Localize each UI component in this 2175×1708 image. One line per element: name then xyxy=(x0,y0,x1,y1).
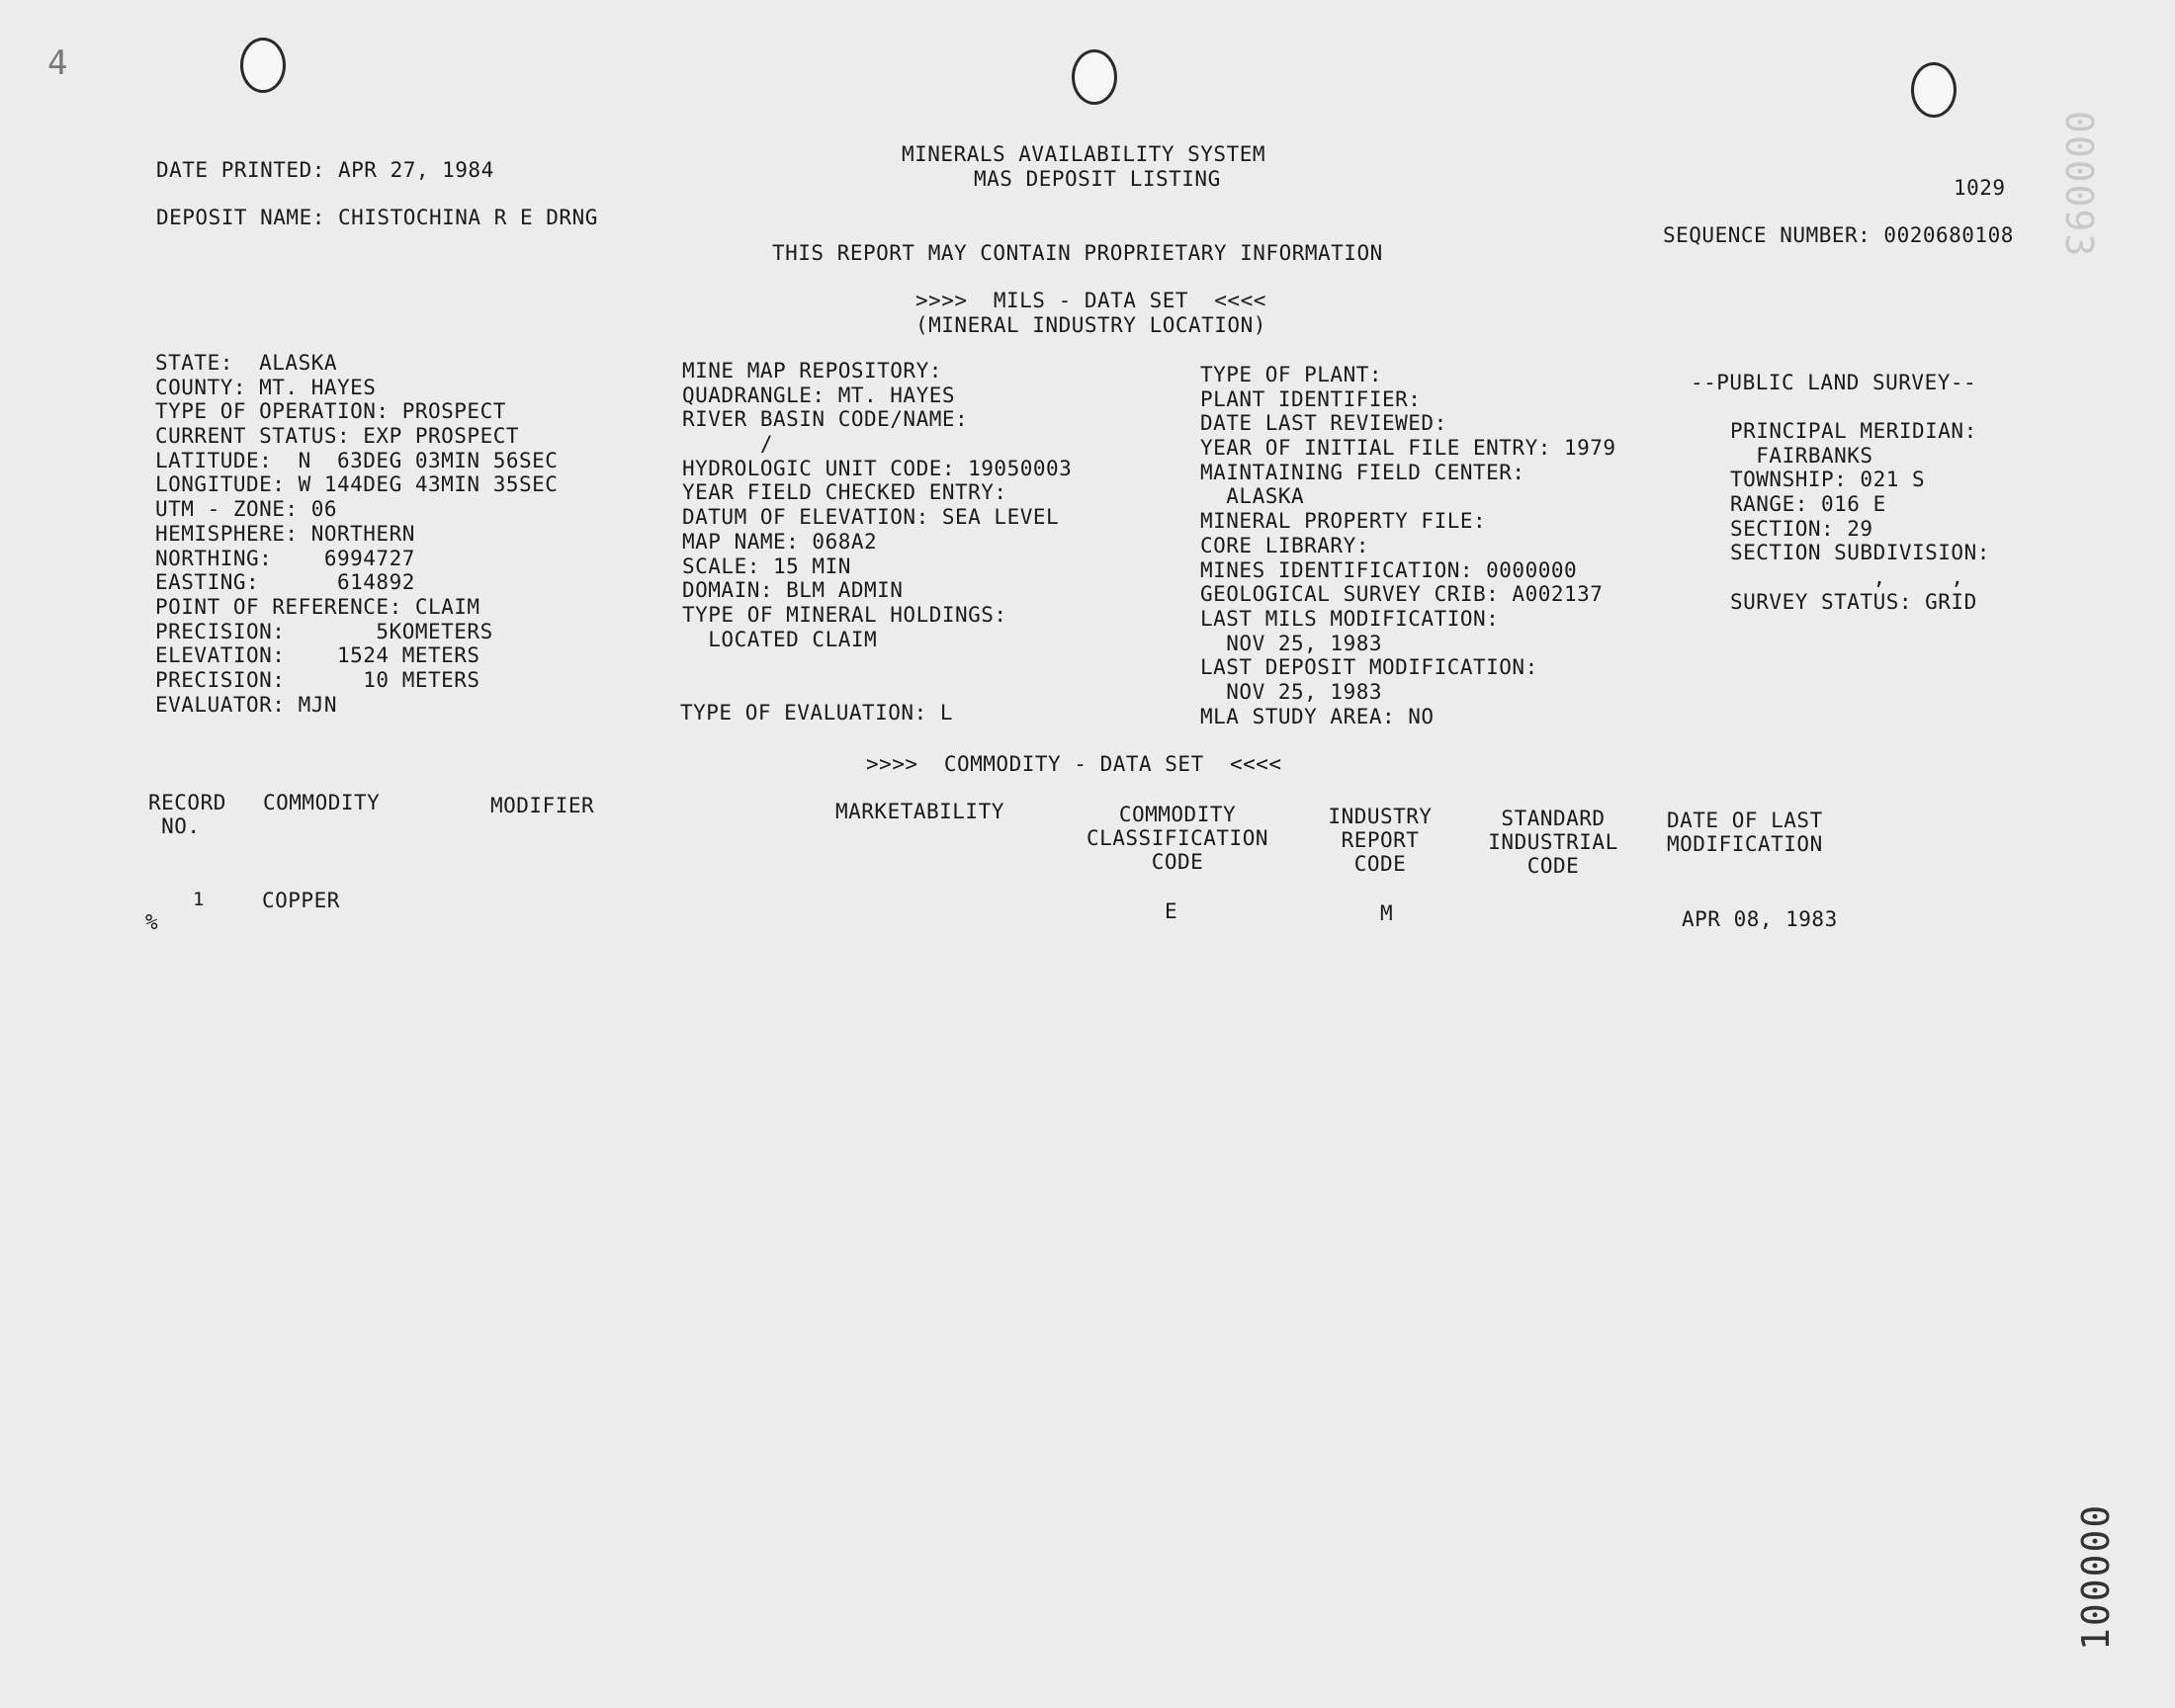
mils-field: DATE LAST REVIEWED: xyxy=(1200,411,1447,436)
survey-field: FAIRBANKS xyxy=(1730,443,1873,468)
mils-field: NOV 25, 1983 xyxy=(1200,679,1383,704)
commodity-heading: >>>> COMMODITY - DATA SET <<<< xyxy=(866,752,1282,776)
column-header-modifier: MODIFIER xyxy=(490,794,595,817)
mils-field: / xyxy=(682,432,774,457)
margin-stamp-top: 000093 xyxy=(2057,111,2101,259)
row-industry-report-code: M xyxy=(1380,901,1394,925)
column-header-date-of-last-modification: DATE OF LAST MODIFICATION xyxy=(1667,809,1823,856)
column-header-classification-code: COMMODITY CLASSIFICATION CODE xyxy=(1086,803,1268,874)
row-date-of-last-modification: APR 08, 1983 xyxy=(1682,907,1838,931)
column-header-sic-code: STANDARD INDUSTRIAL CODE xyxy=(1488,807,1618,878)
mils-field: NORTHING: 6994727 xyxy=(155,546,415,570)
row-classification-code: E xyxy=(1165,899,1178,923)
mils-field: PRECISION: 5KOMETERS xyxy=(155,619,493,643)
survey-field: PRINCIPAL MERIDIAN: xyxy=(1730,419,1977,443)
row-record-no: 1 xyxy=(193,889,205,910)
mils-field: POINT OF REFERENCE: CLAIM xyxy=(155,594,480,619)
mils-field: MINE MAP REPOSITORY: xyxy=(682,359,942,383)
mils-field: MINERAL PROPERTY FILE: xyxy=(1200,509,1487,534)
mils-field: GEOLOGICAL SURVEY CRIB: A002137 xyxy=(1200,582,1604,607)
survey-field: TOWNSHIP: 021 S xyxy=(1730,468,1926,492)
mils-field: YEAR FIELD CHECKED ENTRY: xyxy=(682,480,1007,505)
mils-field: PLANT IDENTIFIER: xyxy=(1200,386,1422,411)
mils-field: DOMAIN: BLM ADMIN xyxy=(682,578,904,603)
mils-field: PRECISION: 10 METERS xyxy=(155,667,480,692)
column-header-industry-report-code: INDUSTRY REPORT CODE xyxy=(1328,805,1433,876)
mils-field: LATITUDE: N 63DEG 03MIN 56SEC xyxy=(155,448,559,472)
survey-field: SECTION SUBDIVISION: xyxy=(1730,541,1990,565)
mils-field: LONGITUDE: W 144DEG 43MIN 35SEC xyxy=(155,472,559,497)
public-land-survey-column xyxy=(1730,419,1990,615)
mils-field: DATUM OF ELEVATION: SEA LEVEL xyxy=(682,505,1060,530)
punch-hole-center xyxy=(1072,49,1117,105)
public-land-survey-title: --PUBLIC LAND SURVEY-- xyxy=(1691,371,1977,394)
deposit-name: DEPOSIT NAME: CHISTOCHINA R E DRNG xyxy=(156,206,598,229)
punch-hole-left xyxy=(240,38,286,93)
mils-administrative-column xyxy=(1200,363,1616,728)
mils-field: HEMISPHERE: NORTHERN xyxy=(155,521,415,546)
mils-location-column xyxy=(155,351,558,717)
punch-hole-right xyxy=(1911,62,1957,118)
mils-field: COUNTY: MT. HAYES xyxy=(155,375,377,399)
mils-subheading: (MINERAL INDUSTRY LOCATION) xyxy=(915,313,1266,337)
mils-field: YEAR OF INITIAL FILE ENTRY: 1979 xyxy=(1200,436,1616,461)
row-commodity: COPPER xyxy=(262,889,340,912)
mils-field: MLA STUDY AREA: NO xyxy=(1200,704,1435,728)
margin-stamp-bottom: 100000 xyxy=(2074,1502,2118,1651)
corner-handwritten-mark: 4 xyxy=(47,43,68,83)
date-printed: DATE PRINTED: APR 27, 1984 xyxy=(156,158,494,182)
mils-field: EASTING: 614892 xyxy=(155,570,415,595)
system-title: MINERALS AVAILABILITY SYSTEM xyxy=(902,142,1266,166)
mils-field: UTM - ZONE: 06 xyxy=(155,497,338,522)
mils-field: CORE LIBRARY: xyxy=(1200,533,1369,557)
mils-field: STATE: ALASKA xyxy=(155,351,338,375)
mils-field: SCALE: 15 MIN xyxy=(682,554,851,578)
listing-title: MAS DEPOSIT LISTING xyxy=(974,167,1221,191)
survey-field: SURVEY STATUS: GRID xyxy=(1730,589,1977,614)
page-number: 1029 xyxy=(1954,176,2006,200)
mils-field: TYPE OF PLANT: xyxy=(1200,363,1383,386)
mils-heading: >>>> MILS - DATA SET <<<< xyxy=(915,289,1266,312)
type-of-evaluation: TYPE OF EVALUATION: L xyxy=(680,701,954,725)
mils-field: ALASKA xyxy=(1200,484,1305,509)
survey-field: RANGE: 016 E xyxy=(1730,492,1886,517)
mils-field: TYPE OF MINERAL HOLDINGS: xyxy=(682,602,1007,627)
mils-field: MINES IDENTIFICATION: 0000000 xyxy=(1200,557,1578,582)
mils-field: LAST MILS MODIFICATION: xyxy=(1200,606,1500,631)
mils-field: EVALUATOR: MJN xyxy=(155,692,338,717)
mils-field: MAP NAME: 068A2 xyxy=(682,529,878,554)
mils-field: NOV 25, 1983 xyxy=(1200,631,1383,655)
mils-map-column xyxy=(682,359,1072,651)
proprietary-notice: THIS REPORT MAY CONTAIN PROPRIETARY INFORMATION xyxy=(772,241,1383,265)
mils-field: HYDROLOGIC UNIT CODE: 19050003 xyxy=(682,456,1073,480)
mils-field: TYPE OF OPERATION: PROSPECT xyxy=(155,399,506,424)
sequence-number: SEQUENCE NUMBER: 0020680108 xyxy=(1663,223,2014,247)
column-header-marketability: MARKETABILITY xyxy=(835,800,1004,823)
column-header-record-no: RECORD NO. xyxy=(148,791,226,838)
survey-field: SECTION: 29 xyxy=(1730,516,1873,541)
mils-field: LAST DEPOSIT MODIFICATION: xyxy=(1200,655,1538,680)
survey-field: , , xyxy=(1730,565,1964,590)
mils-field: ELEVATION: 1524 METERS xyxy=(155,643,480,668)
row-percent-marker: % xyxy=(145,910,159,934)
mils-field: MAINTAINING FIELD CENTER: xyxy=(1200,460,1525,484)
column-header-commodity: COMMODITY xyxy=(263,791,381,814)
mils-field: LOCATED CLAIM xyxy=(682,627,878,651)
mils-field: RIVER BASIN CODE/NAME: xyxy=(682,407,969,432)
mils-field: QUADRANGLE: MT. HAYES xyxy=(682,383,956,407)
mils-field: CURRENT STATUS: EXP PROSPECT xyxy=(155,424,520,449)
